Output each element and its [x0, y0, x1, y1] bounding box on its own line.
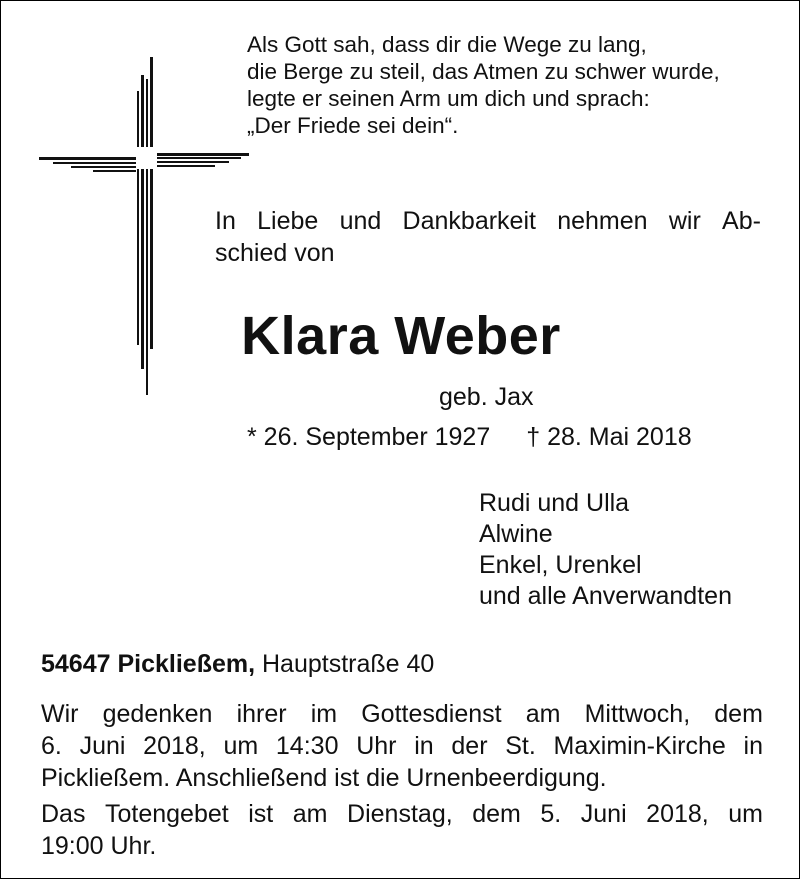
- life-dates: [247, 423, 692, 452]
- poem-line: Als Gott sah, dass dir die Wege zu lang,: [247, 32, 647, 57]
- intro-word: Liebe: [257, 207, 319, 235]
- intro-word: nehmen: [557, 207, 648, 235]
- service-word: am: [525, 700, 561, 728]
- intro-word: und: [339, 207, 382, 235]
- service-word: 14:30: [275, 732, 339, 760]
- service-word: Juni: [79, 732, 126, 760]
- service-word: Wir: [41, 700, 79, 728]
- address-place: 54647 Pickließem,: [41, 650, 256, 678]
- survivors-list: [479, 488, 732, 612]
- survivor: Enkel, Urenkel: [479, 551, 642, 579]
- survivor: Rudi und Ulla: [479, 489, 630, 517]
- service-word: gedenken: [102, 700, 213, 728]
- prayer-word: Totengebet: [105, 800, 229, 828]
- service-word: der: [451, 732, 488, 760]
- service-word: 6.: [41, 732, 62, 760]
- poem: [247, 31, 720, 139]
- death-date: † 28. Mai 2018: [526, 423, 692, 451]
- prayer-word: Dienstag,: [347, 800, 453, 828]
- service-word: 2018,: [143, 732, 206, 760]
- service-word: ihrer: [236, 700, 287, 728]
- service-word: im: [310, 700, 338, 728]
- service-line-3: Pickließem. Anschließend ist die Urnenbeerdigung.: [41, 764, 607, 792]
- birth-date: * 26. September 1927: [247, 423, 491, 451]
- survivor: Alwine: [479, 520, 553, 548]
- prayer-paragraph: [41, 798, 763, 862]
- prayer-word: 5.: [540, 800, 562, 828]
- service-word: in: [414, 732, 434, 760]
- service-word: Maximin-Kirche: [553, 732, 726, 760]
- prayer-word: Juni: [580, 800, 627, 828]
- prayer-word: um: [728, 800, 763, 828]
- prayer-line-2: 19:00 Uhr.: [41, 832, 157, 860]
- service-paragraph: [41, 698, 763, 794]
- service-word: in: [743, 732, 763, 760]
- poem-line: „Der Friede sei dein“.: [247, 113, 459, 138]
- deceased-name: Klara Weber: [241, 306, 561, 366]
- service-word: Mittwoch,: [584, 700, 691, 728]
- address: [41, 650, 434, 679]
- maiden-name: geb. Jax: [439, 383, 534, 411]
- intro-line-2: schied von: [215, 239, 335, 267]
- prayer-word: dem: [472, 800, 521, 828]
- prayer-word: am: [292, 800, 328, 828]
- poem-line: legte er seinen Arm um dich und sprach:: [247, 86, 650, 111]
- intro-word: Dankbarkeit: [402, 207, 536, 235]
- poem-line: die Berge zu steil, das Atmen zu schwer wurde,: [247, 59, 720, 84]
- intro-word: In: [215, 207, 236, 235]
- intro-word: Ab-: [722, 207, 761, 235]
- prayer-word: 2018,: [646, 800, 709, 828]
- prayer-word: ist: [248, 800, 274, 828]
- survivor: und alle Anverwandten: [479, 582, 732, 610]
- service-word: Gottesdienst: [361, 700, 502, 728]
- intro-text: [215, 205, 761, 269]
- service-word: St.: [505, 732, 536, 760]
- intro-word: wir: [668, 207, 701, 235]
- address-street: Hauptstraße 40: [262, 650, 435, 678]
- prayer-word: Das: [41, 800, 86, 828]
- service-word: dem: [714, 700, 763, 728]
- deceased-name-row: [1, 305, 800, 367]
- service-word: um: [223, 732, 259, 760]
- service-word: Uhr: [356, 732, 397, 760]
